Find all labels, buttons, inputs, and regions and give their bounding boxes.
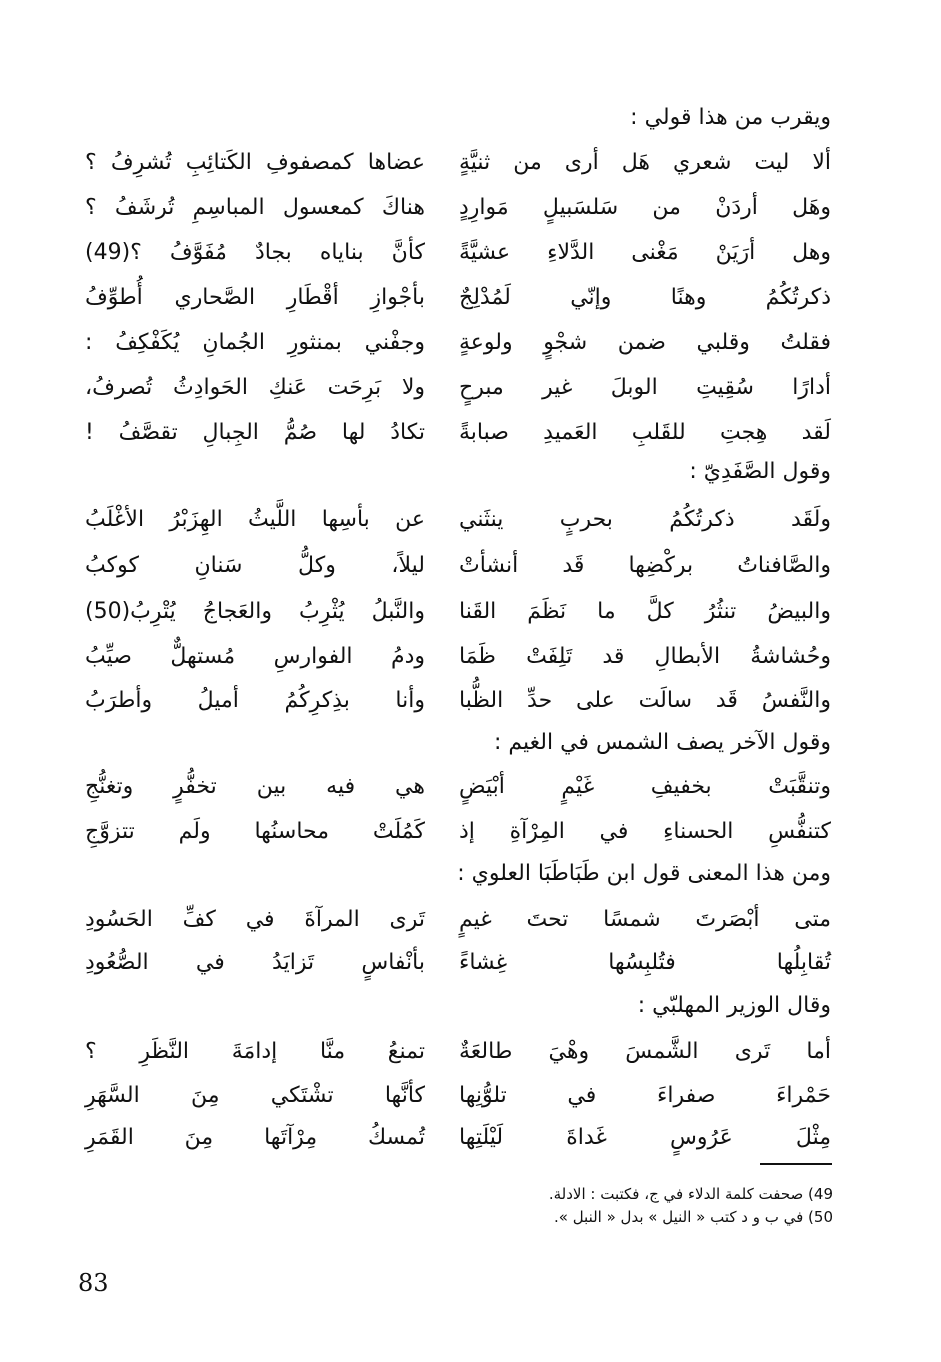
verse-second-hemistich: هناكَ كمعسول المباسِمِ تُرشَفُ ؟ [85,195,425,220]
verse-first-hemistich: مِثْلَ عَرُوسٍ غَداةَ لَيْلَتِها [459,1125,831,1150]
verse-second-hemistich: وأنا بذِكرِكُمُ أميلُ وأطرَبُ [85,688,425,713]
verse-second-hemistich: تمنعُ منَّا إدامَةَ النَّظَرِ ؟ [85,1039,425,1064]
verse-second-hemistich: كأنَّ بناياه بجادٌ مُفَوَّفُ ؟(49) [85,240,425,265]
verse-first-hemistich: ذكرتُكُمُ وهنًا وإنّي لَمُدْلِجٌ [459,285,831,310]
verse-first-hemistich: ألا ليت شعري هَل أرى من ثنيَّةٍ [459,150,831,175]
verse-second-hemistich: ليلاً، وكلُّ سَنانِ كوكبُ [85,553,425,578]
footnote: 50) في ب و د كتب « النيل » بدل « النبل ». [553,1208,833,1226]
section-heading: ومن هذا المعنى قول ابن طَبَاطَبَا العلوي : [457,861,831,886]
verse-second-hemistich: ودمُ الفوارسِ مُستهلٌّ صيِّبُ [85,644,425,669]
verse-first-hemistich: فقلتُ وقلبي ضمن شجْوٍ ولوعةٍ [459,330,831,355]
section-heading: وقول الآخر يصف الشمس في الغيم : [493,730,831,755]
section-heading: وقال الوزير المهلبّي : [637,993,831,1018]
section-heading: ويقرب من هذا قولي : [630,105,831,130]
verse-second-hemistich: ولا بَرِحَت عَنكِ الحَوادِثُ تُصرفُ، [85,375,425,400]
verse-first-hemistich: متى أبْصَرتَ شمسًا تحتَ غيمٍ [459,907,831,932]
verse-second-hemistich: وجفْني بمنثورِ الجُمانِ يُكَفْكِفُ : [85,330,425,355]
footnote: 49) صحفت كلمة الدلاء في ج، فكتبت : الادلة. [548,1185,833,1203]
verse-first-hemistich: لَقد هِجتِ للقَلبِ العَميدِ صبابةً [459,420,831,445]
verse-first-hemistich: والبيضُ تنثُرُ كلَّ ما نَظَمَ القَنا [459,599,831,624]
section-heading: وقول الصَّفَدِيّ : [689,459,831,484]
verse-first-hemistich: وتنقَّبَتْ بخفيفِ غَيْمٍ أبْيَضٍ [459,774,831,799]
verse-second-hemistich: بأجْوازِ أقْطَارِ الصَّحاري أُطوِّفُ [85,285,425,310]
verse-first-hemistich: ولَقَد ذكرتُكُمُ بحربٍ ينثَني [459,507,831,532]
verse-first-hemistich: وهل أرَيَنْ مَغْنى الدَّلاءِ عشيَّةً [459,240,831,265]
verse-first-hemistich: حَمْراءَ صفراءَ في تلوُّنِها [459,1083,831,1108]
verse-second-hemistich: كأنَّها تشْتَكي مِنَ السَّهَرِ [85,1083,425,1108]
verse-first-hemistich: أدارًا سُقِيتِ الوبلَ غير مبرحٍ [459,375,831,400]
verse-first-hemistich: والنَّفسُ قَد سالَت على حدِّ الظُّبا [459,688,831,713]
verse-first-hemistich: كتنفُّسِ الحسناءِ في المِرْآةِ إذ [459,819,831,844]
verse-second-hemistich: عن بأسِها اللَّيثُ الهِزَبْرُ الأغْلَبُ [85,507,425,532]
verse-second-hemistich: والنَّبلُ يُثْرِبُ والعَجاجُ يُتْرِبُ(50) [85,599,425,624]
verse-first-hemistich: وهَل أردَنْ من سَلسَبيلٍ مَوارِدٍ [459,195,831,220]
verse-first-hemistich: وحُشاشةُ الأبطالِ قد تَلِفَتْ ظَمَا [459,644,831,669]
verse-second-hemistich: تُمسكُ مِرْآتَها مِنَ القَمَرِ [85,1125,425,1150]
page-number: 83 [78,1269,109,1297]
verse-second-hemistich: تكادُ لها صُمُّ الجِبالِ تقصَّفُ ! [85,420,425,445]
verse-first-hemistich: تُقابِلُها فتُلبِسُها غِشاءً [459,950,831,975]
verse-first-hemistich: والصَّافناتُ بركْضِها قَد أنشأتْ [459,553,831,578]
verse-second-hemistich: تَرى المرآةَ في كفِّ الحَسُودِ [85,907,425,932]
verse-second-hemistich: عضاها كمصفوفِ الكَتائِبِ تُشرِفُ ؟ [85,150,425,175]
verse-second-hemistich: هي فيه بين تخفُّرٍ وتغنُّجِ [85,774,425,799]
footnote-separator [760,1163,832,1165]
verse-first-hemistich: أما تَرى الشَّمسَ وهْيَ طالعَةٌ [459,1039,831,1064]
verse-second-hemistich: كَمُلَتْ محاسنُها ولَم تتزوَّجِ [85,819,425,844]
verse-second-hemistich: بأنْفاسٍ تَزايَدُ في الصُّعُودِ [85,950,425,975]
